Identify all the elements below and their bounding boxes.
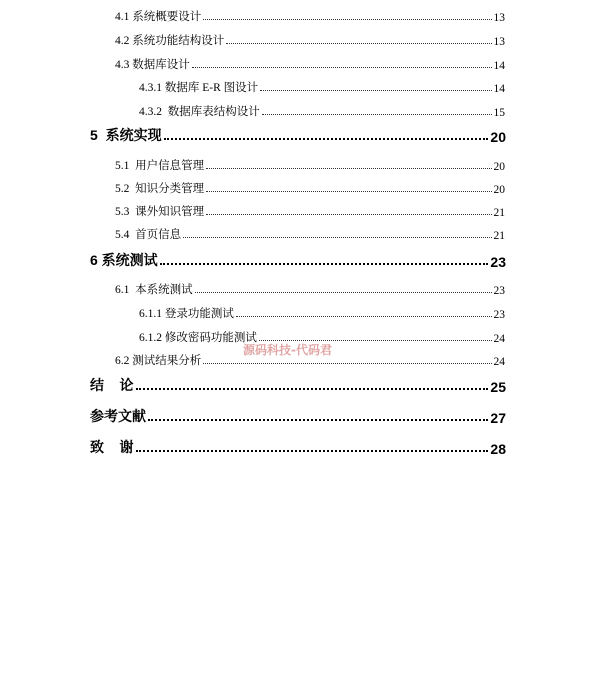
toc-entry-page-number: 23 xyxy=(493,285,505,297)
toc-chapter-label: 5 系统实现 xyxy=(90,127,162,143)
toc-entry-5-1 xyxy=(115,153,505,173)
toc-chapter-label: 6 系统测试 xyxy=(90,252,158,268)
toc-chapter-label: 参考文献 xyxy=(90,408,146,424)
toc-entry-5-4 xyxy=(115,222,505,242)
toc-entry-page-number: 14 xyxy=(493,83,505,95)
toc-entry-page-number: 21 xyxy=(493,207,505,219)
toc-entry-page-number: 20 xyxy=(493,161,505,173)
toc-entry-page-number: 20 xyxy=(493,184,505,196)
dot-leader xyxy=(160,263,489,265)
dot-leader xyxy=(136,450,489,452)
dot-leader xyxy=(195,292,492,293)
toc-entry-6-1-1 xyxy=(139,301,505,321)
dot-leader xyxy=(260,90,491,91)
dot-leader xyxy=(226,43,491,44)
toc-entry-label: 5.2 知识分类管理 xyxy=(115,183,205,195)
dot-leader xyxy=(206,168,491,169)
toc-entry-label: 4.3.1 数据库 E-R 图设计 xyxy=(139,82,259,94)
toc-entry-6-1 xyxy=(115,277,505,297)
dot-leader xyxy=(206,191,491,192)
toc-entry-page-number: 15 xyxy=(493,107,505,119)
toc-entry-label: 4.3.2 数据库表结构设计 xyxy=(139,106,260,118)
dot-leader xyxy=(203,19,491,20)
toc-entry-4-3-2 xyxy=(139,99,505,119)
toc-entry-page-number: 23 xyxy=(493,309,505,321)
toc-entry-page-number: 24 xyxy=(493,333,505,345)
toc-chapter-page-number: 27 xyxy=(490,410,506,426)
toc-chapter-label: 致 谢 xyxy=(90,439,134,455)
dot-leader xyxy=(203,363,491,364)
toc-entry-label: 5.4 首页信息 xyxy=(115,229,182,241)
toc-entry-page-number: 24 xyxy=(493,356,505,368)
toc-chapter-page-number: 23 xyxy=(490,254,506,270)
toc-entry-5-2 xyxy=(115,176,505,196)
toc-entry-4-2 xyxy=(115,28,505,48)
dot-leader xyxy=(236,316,492,317)
toc-entry-label: 5.3 课外知识管理 xyxy=(115,206,205,218)
toc-entry-label: 4.1 系统概要设计 xyxy=(115,11,202,23)
toc-references xyxy=(90,406,506,426)
toc-entry-4-1 xyxy=(115,4,505,24)
toc-entry-page-number: 13 xyxy=(493,12,505,24)
toc-entry-label: 6.1 本系统测试 xyxy=(115,284,193,296)
dot-leader xyxy=(148,419,488,421)
toc-chapter-label: 结 论 xyxy=(90,377,134,393)
toc-chapter-page-number: 20 xyxy=(490,129,506,145)
toc-entry-page-number: 21 xyxy=(493,230,505,242)
dot-leader xyxy=(206,214,491,215)
toc-acknowledgements xyxy=(90,437,506,457)
dot-leader xyxy=(183,237,491,238)
toc-entry-label: 5.1 用户信息管理 xyxy=(115,160,205,172)
toc-entry-4-3-1 xyxy=(139,75,505,95)
toc-entry-4-3 xyxy=(115,52,505,72)
toc-entry-5-3 xyxy=(115,199,505,219)
toc-entry-label: 6.2 测试结果分析 xyxy=(115,355,202,367)
dot-leader xyxy=(192,67,492,68)
toc-entry-page-number: 14 xyxy=(493,60,505,72)
toc-entry-label: 4.2 系统功能结构设计 xyxy=(115,35,225,47)
toc-chapter-page-number: 25 xyxy=(490,379,506,395)
toc-chapter-6 xyxy=(90,250,506,270)
dot-leader xyxy=(136,388,489,390)
toc-conclusion xyxy=(90,375,506,395)
dot-leader xyxy=(262,114,492,115)
toc-entry-label: 4.3 数据库设计 xyxy=(115,59,190,71)
toc-entry-label: 6.1.1 登录功能测试 xyxy=(139,308,234,320)
dot-leader xyxy=(164,138,489,140)
toc-entry-label: 6.1.2 修改密码功能测试 xyxy=(139,332,257,344)
toc-chapter-page-number: 28 xyxy=(490,441,506,457)
watermark: 源码科技-代码君 xyxy=(243,343,332,357)
toc-chapter-5 xyxy=(90,125,506,145)
toc-entry-page-number: 13 xyxy=(493,36,505,48)
